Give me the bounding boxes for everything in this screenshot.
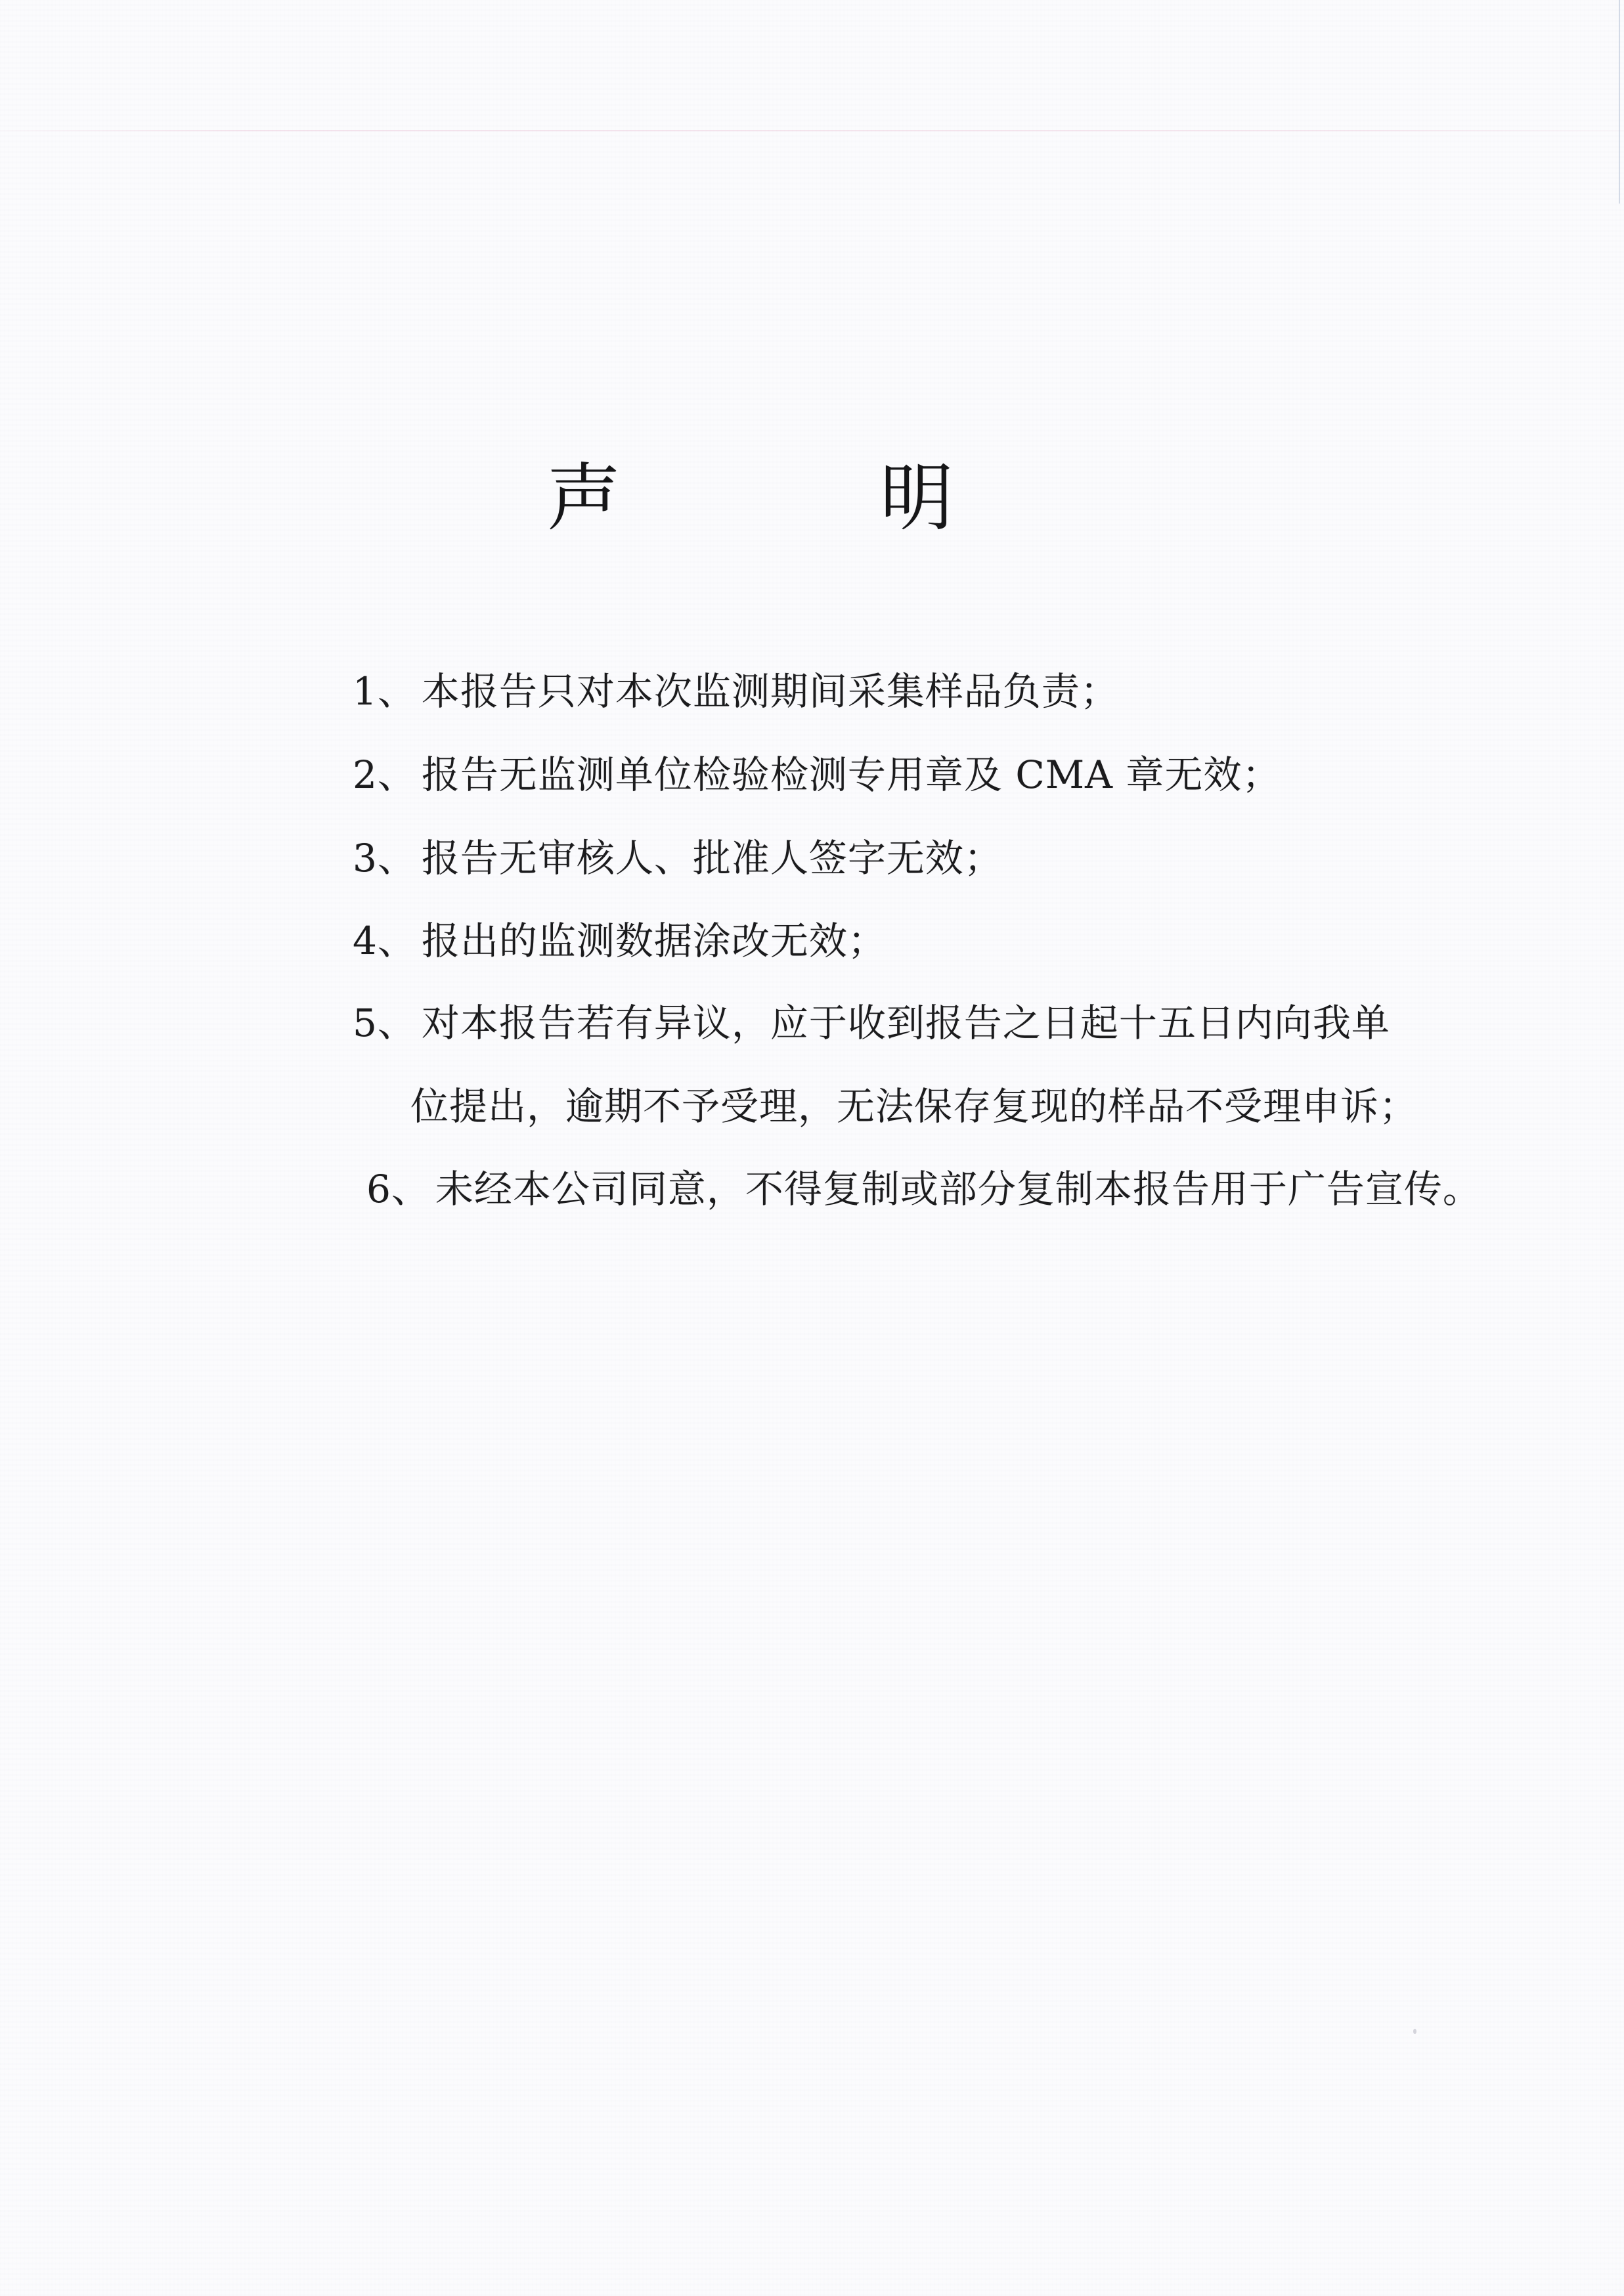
statement-3-text: 报告无审核人、批准人签字无效； — [421, 836, 1003, 880]
statement-4-text: 报出的监测数据涂改无效； — [421, 919, 887, 963]
statement-1-number: 1、 — [353, 669, 416, 714]
statement-2-text: 报告无监测单位检验检测专用章及 CMA 章无效； — [421, 752, 1281, 797]
statement-2 — [353, 754, 1281, 796]
statement-1 — [353, 671, 1119, 713]
title-char-ming: 明 — [880, 456, 954, 541]
page-title — [547, 456, 954, 541]
scan-artifact-pink-line — [0, 130, 1624, 131]
statement-5-line-2 — [410, 1086, 1418, 1128]
title-char-sheng: 声 — [547, 456, 621, 541]
scan-artifact-right-edge-line — [1619, 0, 1620, 204]
statement-4 — [353, 921, 887, 963]
statement-5-text: 对本报告若有异议，应于收到报告之日起十五日内向我单 — [421, 1001, 1390, 1045]
statement-3 — [353, 838, 1003, 880]
statement-2-number: 2、 — [353, 752, 416, 797]
statement-6 — [366, 1169, 1481, 1211]
statement-5-continuation-text: 位提出，逾期不予受理，无法保存复现的样品不受理申诉； — [410, 1084, 1418, 1129]
statement-3-number: 3、 — [353, 836, 416, 880]
statement-6-number: 6、 — [366, 1167, 430, 1211]
statement-1-text: 本报告只对本次监测期间采集样品负责； — [421, 669, 1119, 714]
statement-5-line-1 — [353, 1003, 1390, 1045]
scan-artifact-speck — [1413, 2029, 1416, 2034]
statement-5-number: 5、 — [353, 1001, 416, 1045]
statement-6-text: 未经本公司同意，不得复制或部分复制本报告用于广告宣传。 — [435, 1167, 1481, 1211]
statement-4-number: 4、 — [353, 919, 416, 963]
